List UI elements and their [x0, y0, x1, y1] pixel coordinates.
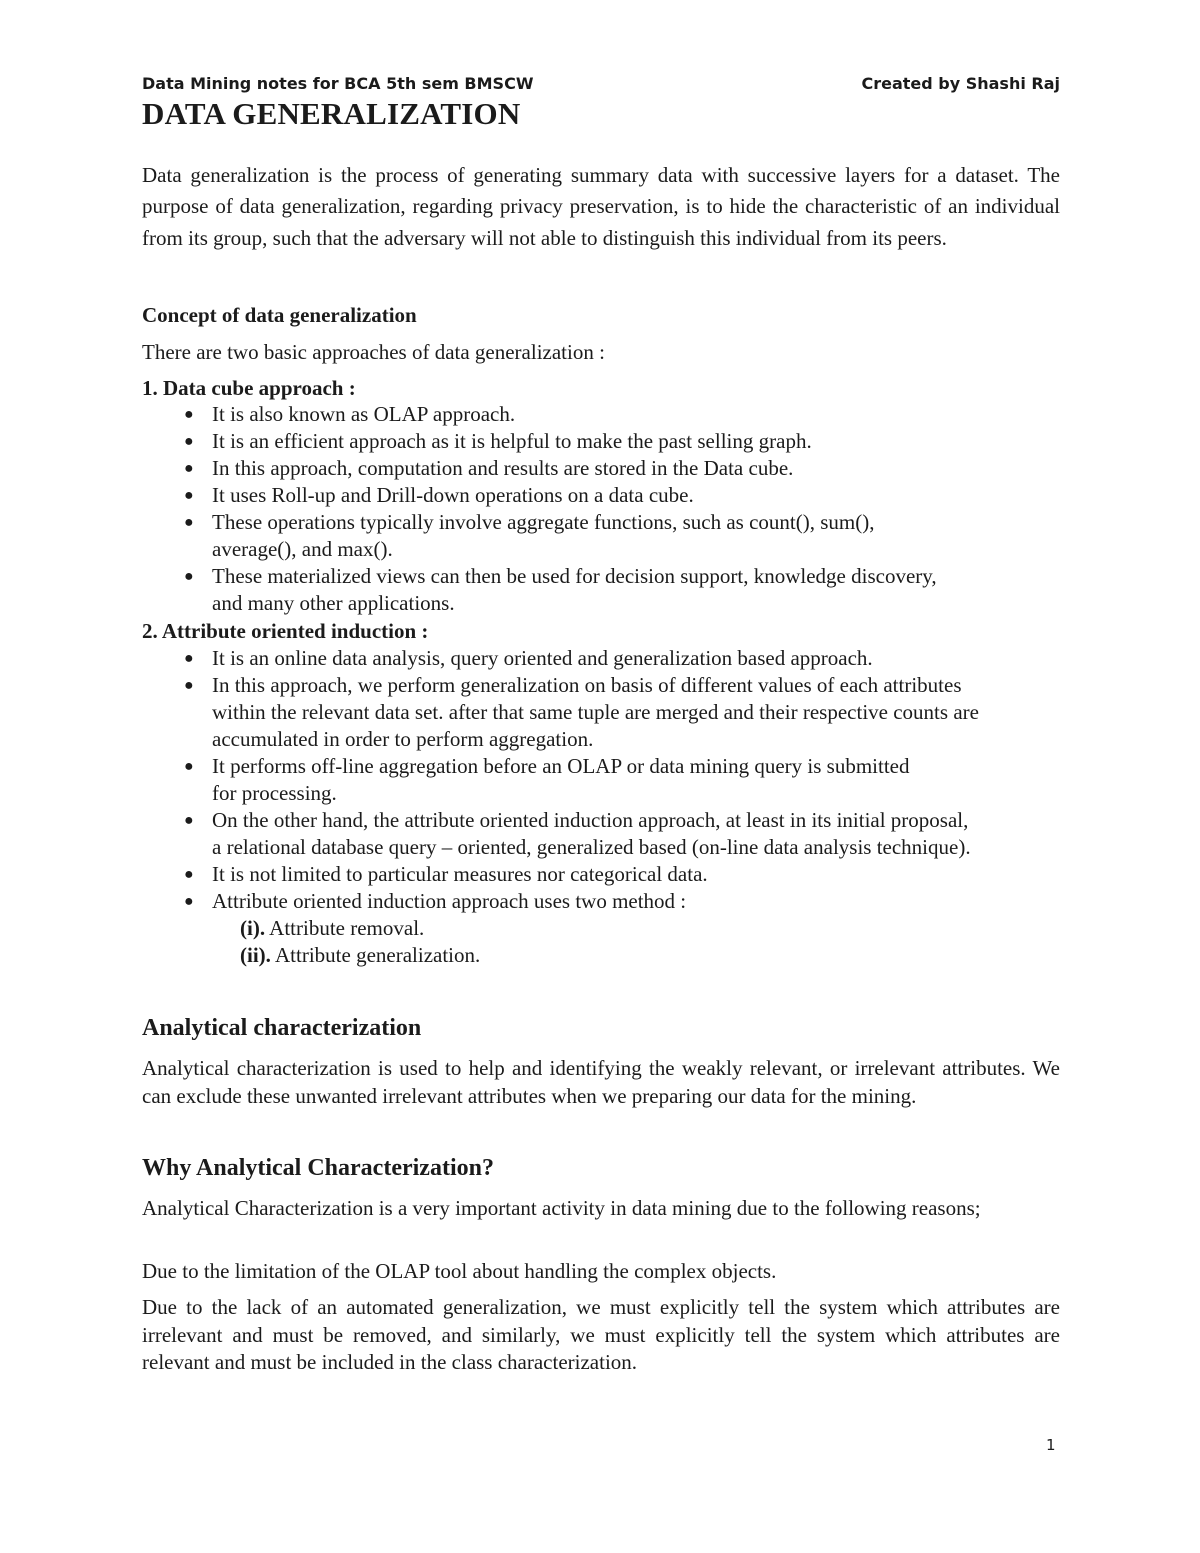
bullet-text: It is an efficient approach as it is helpful to make the past selling graph. [212, 429, 812, 453]
method-list [212, 915, 980, 969]
bullet-icon: ● [184, 866, 194, 883]
why-paragraph-2: Due to the limitation of the OLAP tool about handling the complex objects. [142, 1259, 777, 1283]
approach-1-bullet-list [180, 401, 980, 617]
method-text: Attribute removal. [269, 916, 425, 940]
bullet-text: It is an online data analysis, query oriented and generalization based approach. [212, 646, 873, 670]
list-item [180, 428, 980, 455]
list-item [180, 455, 980, 482]
list-item [180, 563, 952, 617]
bullet-text: These materialized views can then be used for decision support, knowledge discovery, and many other applications. [212, 564, 937, 615]
list-item [180, 888, 980, 969]
bullet-icon: ● [184, 650, 194, 667]
bullet-icon: ● [184, 406, 194, 423]
bullet-icon: ● [184, 758, 194, 775]
bullet-icon: ● [184, 893, 194, 910]
list-item [180, 401, 980, 428]
bullet-text: It uses Roll-up and Drill-down operations on a data cube. [212, 483, 694, 507]
bullet-icon: ● [184, 487, 194, 504]
bullet-text: On the other hand, the attribute oriented induction approach, at least in its initial proposal, a relational database query – oriented, generalized based (on-line data analysis technique). [212, 808, 971, 859]
why-heading: Why Analytical Characterization? [142, 1155, 494, 1181]
bullet-icon: ● [184, 568, 194, 585]
list-item [180, 672, 980, 753]
header-right: Created by Shashi Raj [861, 74, 1060, 93]
approach-2-title: 2. Attribute oriented induction : [142, 619, 429, 643]
bullet-icon: ● [184, 514, 194, 531]
bullet-text: In this approach, computation and results are stored in the Data cube. [212, 456, 794, 480]
bullet-icon: ● [184, 677, 194, 694]
concept-intro: There are two basic approaches of data generalization : [142, 340, 605, 364]
method-number: (i). [240, 916, 266, 940]
bullet-text: It is also known as OLAP approach. [212, 402, 516, 426]
why-paragraph-3: Due to the lack of an automated generalization, we must explicitly tell the system which attributes are irrelevant and must be removed, and similarly, we must explicitly tell the system which attributes are relevant and must be included in the class characterization. [142, 1295, 1060, 1374]
bullet-text: In this approach, we perform generalization on basis of different values of each attributes within the relevant data set. after that same tuple are merged and their respective counts are accumulated in order to perform aggregation. [212, 673, 979, 751]
list-item [180, 807, 972, 861]
bullet-text: It performs off-line aggregation before an OLAP or data mining query is submitted for processing. [212, 754, 910, 805]
analytical-paragraph: Analytical characterization is used to help and identifying the weakly relevant, or irrelevant attributes. We can exclude these unwanted irrelevant attributes when we preparing our data for the mining. [142, 1056, 1060, 1108]
bullet-text: These operations typically involve aggregate functions, such as count(), sum(), average(), and max(). [212, 510, 875, 561]
approach-2-bullet-list [180, 645, 980, 969]
bullet-text: Attribute oriented induction approach uses two method : [212, 889, 687, 913]
page-number: 1 [1046, 1436, 1056, 1454]
list-item [240, 915, 980, 942]
header-left: Data Mining notes for BCA 5th sem BMSCW [142, 74, 534, 93]
list-item [180, 645, 980, 672]
analytical-heading: Analytical characterization [142, 1015, 422, 1041]
bullet-icon: ● [184, 812, 194, 829]
list-item [180, 482, 980, 509]
approach-1-title: 1. Data cube approach : [142, 376, 356, 400]
list-item [180, 861, 980, 888]
bullet-icon: ● [184, 433, 194, 450]
list-item [180, 509, 952, 563]
method-number: (ii). [240, 943, 271, 967]
method-text: Attribute generalization. [275, 943, 481, 967]
bullet-text: It is not limited to particular measures nor categorical data. [212, 862, 708, 886]
list-item [240, 942, 980, 969]
bullet-icon: ● [184, 460, 194, 477]
page-title: DATA GENERALIZATION [142, 96, 521, 131]
intro-paragraph: Data generalization is the process of generating summary data with successive layers for a dataset. The purpose of data generalization, regarding privacy preservation, is to hide the characteristic of an individual from its group, such that the adversary will not able to distinguish this individual from its peers. [142, 163, 1060, 250]
list-item [180, 753, 912, 807]
why-paragraph-1: Analytical Characterization is a very important activity in data mining due to the following reasons; [142, 1196, 981, 1220]
concept-heading: Concept of data generalization [142, 303, 417, 327]
page-header [142, 74, 1060, 98]
